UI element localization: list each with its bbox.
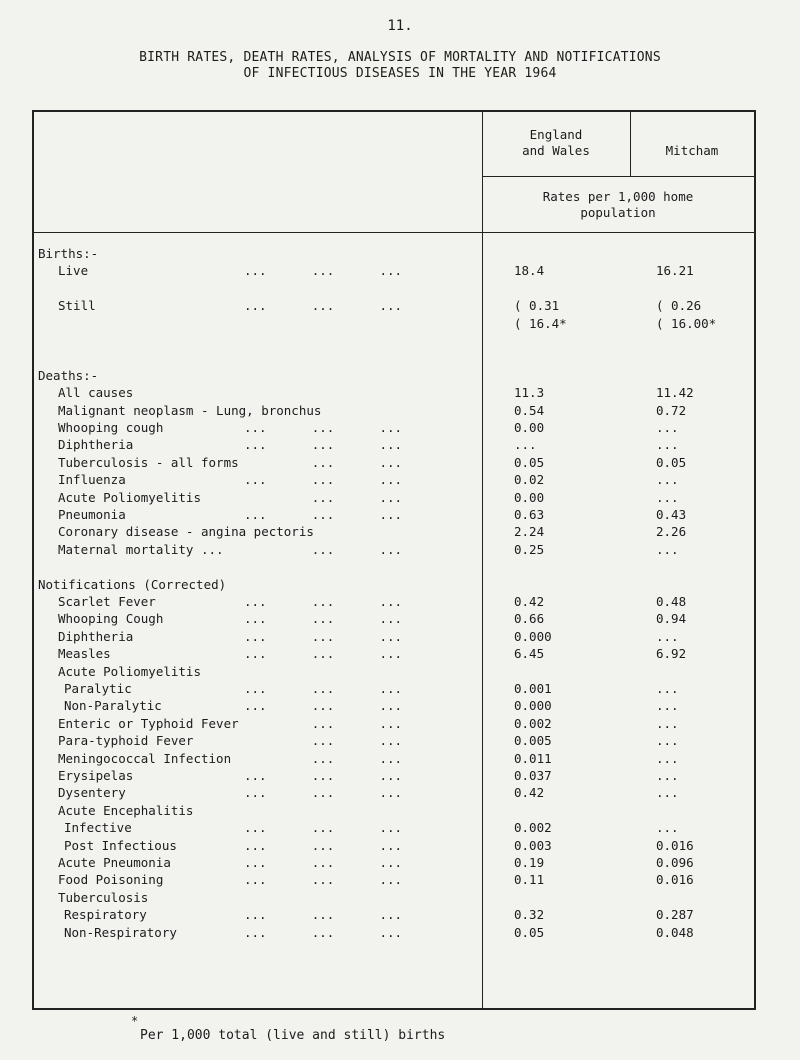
page-number: 11. <box>387 18 413 34</box>
table-row <box>34 385 754 403</box>
row-label: Enteric or Typhoid Fever <box>58 715 239 731</box>
row-label: Measles <box>58 646 111 662</box>
row-dots: ... ... ... <box>244 924 403 940</box>
row-ew: 0.25 <box>514 541 545 557</box>
table-row <box>34 316 754 334</box>
row-dots: ... ... ... <box>244 907 403 923</box>
row-mitcham: 0.05 <box>656 454 687 470</box>
row-dots: ... ... ... <box>244 681 403 696</box>
table-row <box>34 611 754 629</box>
table-row <box>34 507 754 525</box>
row-ew: 0.00 <box>514 489 545 505</box>
row-ew: ( 0.31 <box>514 298 560 314</box>
table-row <box>34 751 754 769</box>
column-header-england-wales: England and Wales <box>522 127 590 158</box>
row-mitcham: ... <box>656 489 679 505</box>
row-label: All causes <box>58 385 134 401</box>
row-label: Influenza <box>58 472 126 488</box>
table-row <box>34 490 754 508</box>
row-dots: ... ... <box>244 715 403 731</box>
row-label: Deaths:- <box>38 367 99 383</box>
row-ew: 2.24 <box>514 524 545 540</box>
row-dots: ... ... ... <box>244 768 403 783</box>
table-row <box>34 872 754 890</box>
row-label: Post Infectious <box>64 837 177 853</box>
table-row <box>34 263 754 281</box>
row-ew: 0.001 <box>514 681 552 696</box>
row-dots: ... ... ... <box>244 420 403 435</box>
row-label: Non-Respiratory <box>64 924 177 940</box>
row-dots: ... ... ... <box>244 872 403 888</box>
row-mitcham: 2.26 <box>656 524 687 540</box>
table-row <box>34 298 754 316</box>
row-ew: 0.05 <box>514 924 545 940</box>
row-label: Diphtheria <box>58 437 134 453</box>
footnote-marker: * <box>131 1014 139 1028</box>
row-label: Non-Paralytic <box>64 698 162 714</box>
table-row <box>34 524 754 542</box>
header-bottom-rule <box>34 232 754 233</box>
row-ew: 0.54 <box>514 402 545 418</box>
row-dots: ... ... ... <box>244 646 403 662</box>
row-dots: ... ... ... <box>244 594 403 609</box>
row-ew: 6.45 <box>514 646 545 662</box>
row-label: Dysentery <box>58 785 126 801</box>
row-ew: 0.32 <box>514 907 545 923</box>
row-ew: 0.000 <box>514 628 552 644</box>
row-label: Food Poisoning <box>58 872 164 888</box>
row-mitcham: ... <box>656 698 679 714</box>
row-mitcham: ... <box>656 472 679 488</box>
row-mitcham: 6.92 <box>656 646 687 662</box>
row-dots: ... ... ... <box>244 698 403 714</box>
column-header-mitcham: Mitcham <box>665 143 719 158</box>
row-label: Acute Encephalitis <box>58 802 194 818</box>
table-row <box>34 542 754 560</box>
row-ew: 0.003 <box>514 837 552 853</box>
row-mitcham: ( 16.00* <box>656 315 717 331</box>
row-dots: ... ... <box>244 733 403 749</box>
row-label: Maternal mortality ... <box>58 541 224 557</box>
row-dots: ... ... ... <box>244 837 403 853</box>
table-row <box>34 368 754 386</box>
table-row <box>34 577 754 595</box>
table-row <box>34 803 754 821</box>
table-row <box>34 333 754 351</box>
table-row <box>34 455 754 473</box>
table-row <box>34 403 754 421</box>
table-row <box>34 420 754 438</box>
row-ew: 0.005 <box>514 733 552 749</box>
row-dots: ... ... ... <box>244 820 403 836</box>
footnote: Per 1,000 total (live and still) births <box>140 1028 446 1043</box>
row-ew: ( 16.4* <box>514 315 567 331</box>
row-label: Erysipelas <box>58 768 134 783</box>
table-row <box>34 681 754 699</box>
row-label: Respiratory <box>64 907 147 923</box>
row-ew: 0.63 <box>514 507 545 522</box>
row-mitcham: ... <box>656 437 679 453</box>
row-mitcham: ... <box>656 733 679 749</box>
row-ew: 11.3 <box>514 385 545 401</box>
row-dots: ... ... <box>244 541 403 557</box>
table-row <box>34 698 754 716</box>
document-title-line-2: OF INFECTIOUS DISEASES IN THE YEAR 1964 <box>243 66 557 81</box>
row-mitcham: 0.096 <box>656 855 694 870</box>
row-label: Pneumonia <box>58 507 126 522</box>
row-mitcham: 0.72 <box>656 402 687 418</box>
row-ew: 18.4 <box>514 263 545 279</box>
table-row <box>34 838 754 856</box>
row-dots: ... ... <box>244 489 403 505</box>
row-mitcham: 0.94 <box>656 611 687 627</box>
row-mitcham: 16.21 <box>656 263 694 279</box>
row-label: Para-typhoid Fever <box>58 733 194 749</box>
table-row <box>34 559 754 577</box>
table-row <box>34 594 754 612</box>
row-mitcham: 0.287 <box>656 907 694 923</box>
row-mitcham: ... <box>656 681 679 696</box>
row-dots: ... ... ... <box>244 298 403 314</box>
row-label: Births:- <box>38 246 99 261</box>
row-label: Live <box>58 263 89 279</box>
table-row <box>34 925 754 943</box>
row-mitcham: ... <box>656 785 679 801</box>
row-ew: 0.002 <box>514 820 552 836</box>
table-row <box>34 907 754 925</box>
row-label: Notifications (Corrected) <box>38 576 227 592</box>
row-label: Meningococcal Infection <box>58 750 232 766</box>
table-row <box>34 785 754 803</box>
table-row <box>34 629 754 647</box>
row-ew: 0.05 <box>514 454 545 470</box>
table-row <box>34 246 754 264</box>
row-label: Scarlet Fever <box>58 594 156 609</box>
row-ew: ... <box>514 437 537 453</box>
table-row <box>34 472 754 490</box>
table-row <box>34 281 754 299</box>
row-mitcham: ... <box>656 628 679 644</box>
row-mitcham: ... <box>656 715 679 731</box>
row-mitcham: 0.048 <box>656 924 694 940</box>
row-ew: 0.002 <box>514 715 552 731</box>
row-ew: 0.42 <box>514 594 545 609</box>
row-label: Whooping cough <box>58 420 164 435</box>
row-label: Tuberculosis <box>58 889 149 905</box>
row-mitcham: 0.016 <box>656 872 694 888</box>
row-dots: ... ... ... <box>244 628 403 644</box>
row-mitcham: ... <box>656 750 679 766</box>
row-label: Paralytic <box>64 681 132 696</box>
row-mitcham: ... <box>656 820 679 836</box>
row-label: Diphtheria <box>58 628 134 644</box>
table-row <box>34 716 754 734</box>
table-row <box>34 437 754 455</box>
row-dots: ... ... ... <box>244 437 403 453</box>
row-label: Acute Poliomyelitis <box>58 489 201 505</box>
row-label: Infective <box>64 820 132 836</box>
row-mitcham: 0.48 <box>656 594 687 609</box>
row-dots: ... ... ... <box>244 785 403 801</box>
row-mitcham: ... <box>656 768 679 783</box>
table-row <box>34 890 754 908</box>
row-dots: ... ... <box>244 750 403 766</box>
row-mitcham: 0.43 <box>656 507 687 522</box>
table-row <box>34 664 754 682</box>
row-mitcham: ( 0.26 <box>656 298 702 314</box>
table-row <box>34 820 754 838</box>
statistics-table <box>32 110 756 1010</box>
row-dots: ... ... ... <box>244 507 403 522</box>
row-ew: 0.037 <box>514 768 552 783</box>
rates-header: Rates per 1,000 home population <box>542 189 694 220</box>
table-row <box>34 350 754 368</box>
row-ew: 0.42 <box>514 785 545 801</box>
row-dots: ... ... ... <box>244 611 403 627</box>
row-mitcham: ... <box>656 420 679 435</box>
row-label: Acute Pneumonia <box>58 855 171 870</box>
row-ew: 0.000 <box>514 698 552 714</box>
row-ew: 0.011 <box>514 750 552 766</box>
document-title-line-1: BIRTH RATES, DEATH RATES, ANALYSIS OF MORTALITY AND NOTIFICATIONS <box>139 50 661 65</box>
row-ew: 0.19 <box>514 855 545 870</box>
row-label: Malignant neoplasm - Lung, bronchus <box>58 402 322 418</box>
row-dots: ... ... <box>244 454 403 470</box>
row-dots: ... ... ... <box>244 263 403 279</box>
row-label: Whooping Cough <box>58 611 164 627</box>
row-label: Still <box>58 298 96 314</box>
row-label: Acute Poliomyelitis <box>58 663 201 679</box>
row-mitcham: 0.016 <box>656 837 694 853</box>
row-label: Tuberculosis - all forms <box>58 454 239 470</box>
row-ew: 0.02 <box>514 472 545 488</box>
row-dots: ... ... ... <box>244 855 403 870</box>
row-ew: 0.11 <box>514 872 545 888</box>
row-label: Coronary disease - angina pectoris <box>58 524 314 540</box>
row-ew: 0.00 <box>514 420 545 435</box>
header-divider <box>482 176 754 177</box>
row-dots: ... ... ... <box>244 472 403 488</box>
table-row <box>34 646 754 664</box>
row-ew: 0.66 <box>514 611 545 627</box>
row-mitcham: 11.42 <box>656 385 694 401</box>
table-row <box>34 768 754 786</box>
table-row <box>34 855 754 873</box>
table-row <box>34 733 754 751</box>
row-mitcham: ... <box>656 541 679 557</box>
